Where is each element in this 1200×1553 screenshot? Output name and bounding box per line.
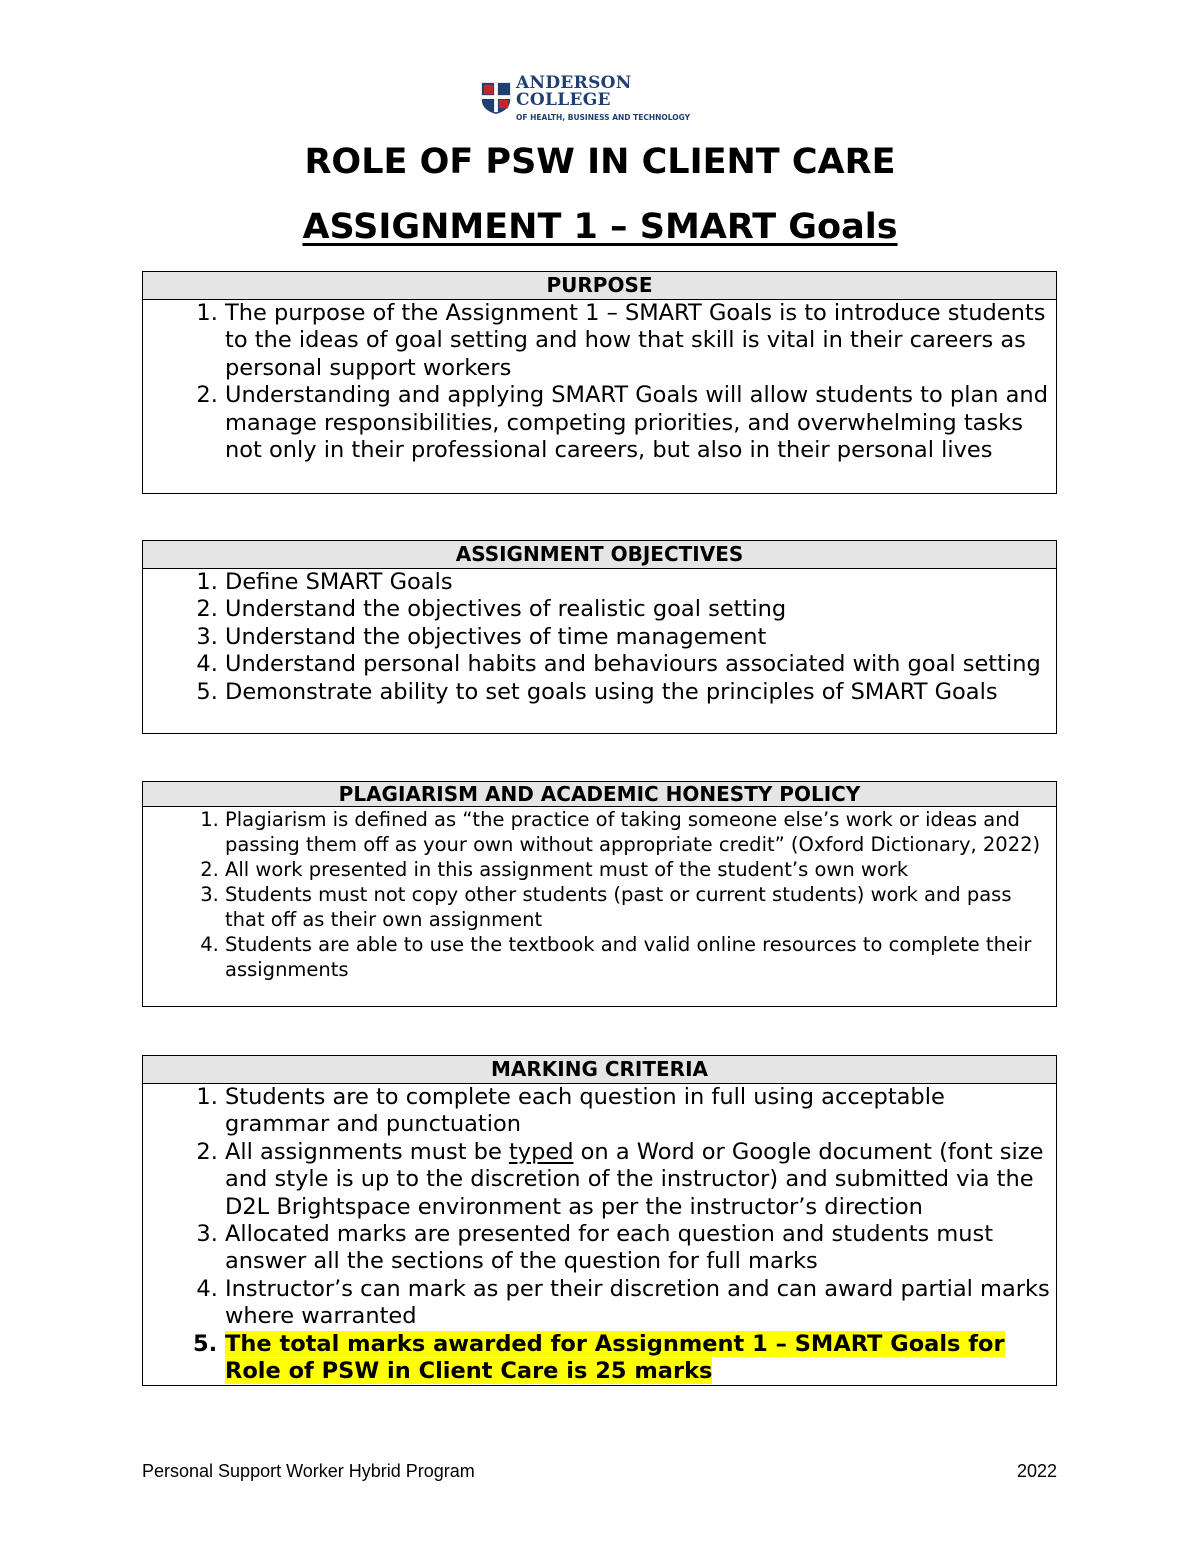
list-item: 5. Demonstrate ability to set goals using the principles of SMART Goals bbox=[225, 679, 1056, 706]
list-item bbox=[225, 1139, 1056, 1221]
list-item: 4. Students are able to use the textbook and valid online resources to complete their assignments bbox=[225, 932, 1056, 982]
objectives-section bbox=[142, 540, 1057, 734]
list-item-text: All assignments must be bbox=[225, 1138, 509, 1165]
objectives-list bbox=[143, 569, 1056, 706]
purpose-heading: PURPOSE bbox=[143, 272, 1056, 300]
shield-logo-icon bbox=[480, 80, 512, 116]
list-item: 1. Plagiarism is defined as “the practice of taking someone else’s work or ideas and passing them off as your own without appropriate credit” (Oxford Dictionary, 2022) bbox=[225, 807, 1056, 857]
list-item: 2. Understanding and applying SMART Goals will allow students to plan and manage responsibilities, competing priorities, and overwhelming tasks not only in their professional careers, but also in their personal lives bbox=[225, 382, 1056, 464]
list-item: 3. Understand the objectives of time management bbox=[225, 624, 1056, 651]
objectives-heading: ASSIGNMENT OBJECTIVES bbox=[143, 541, 1056, 569]
purpose-list bbox=[143, 300, 1056, 464]
marking-section bbox=[142, 1055, 1057, 1386]
footer-year: 2022 bbox=[1016, 1461, 1057, 1481]
list-item: 1. Define SMART Goals bbox=[225, 569, 1056, 596]
purpose-section bbox=[142, 271, 1057, 494]
total-marks-item bbox=[225, 1331, 1056, 1386]
plagiarism-section bbox=[142, 781, 1057, 1007]
footer-program: Personal Support Worker Hybrid Program bbox=[142, 1461, 475, 1481]
list-item: 3. Students must not copy other students (past or current students) work and pass that off as their own assignment bbox=[225, 882, 1056, 932]
underlined-word: typed bbox=[508, 1138, 574, 1165]
total-marks-highlight: The total marks awarded for Assignment 1 – SMART Goals for Role of PSW in Client Care is 25 marks bbox=[225, 1330, 1005, 1385]
list-item: 1. The purpose of the Assignment 1 – SMART Goals is to introduce students to the ideas of goal setting and how that skill is vital in their careers as personal support workers bbox=[225, 300, 1056, 382]
list-item: 3. Allocated marks are presented for each question and students must answer all the sections of the question for full marks bbox=[225, 1221, 1056, 1276]
marking-list bbox=[143, 1084, 1056, 1385]
plagiarism-heading: PLAGIARISM AND ACADEMIC HONESTY POLICY bbox=[143, 782, 1056, 807]
list-item: 2. All work presented in this assignment must of the student’s own work bbox=[225, 857, 1056, 882]
assignment-title: ASSIGNMENT 1 – SMART Goals bbox=[302, 207, 898, 247]
list-item: 4. Instructor’s can mark as per their discretion and can award partial marks where warranted bbox=[225, 1276, 1056, 1331]
list-item-text: on a Word or Google document (font size and style is up to the discretion of the instructor) and submitted via the D2L Brightspace environment as per the instructor’s direction bbox=[225, 1138, 1044, 1220]
list-item: 2. Understand the objectives of realistic goal setting bbox=[225, 596, 1056, 623]
college-subtitle: OF HEALTH, BUSINESS AND TECHNOLOGY bbox=[516, 112, 691, 122]
list-item: 4. Understand personal habits and behaviours associated with goal setting bbox=[225, 651, 1056, 678]
list-item: 1. Students are to complete each question in full using acceptable grammar and punctuation bbox=[225, 1084, 1056, 1139]
college-logo bbox=[480, 72, 720, 122]
marking-heading: MARKING CRITERIA bbox=[143, 1056, 1056, 1084]
plagiarism-list bbox=[143, 807, 1056, 982]
document-title: ROLE OF PSW IN CLIENT CARE bbox=[304, 142, 896, 182]
college-name: ANDERSON COLLEGE bbox=[516, 72, 632, 110]
